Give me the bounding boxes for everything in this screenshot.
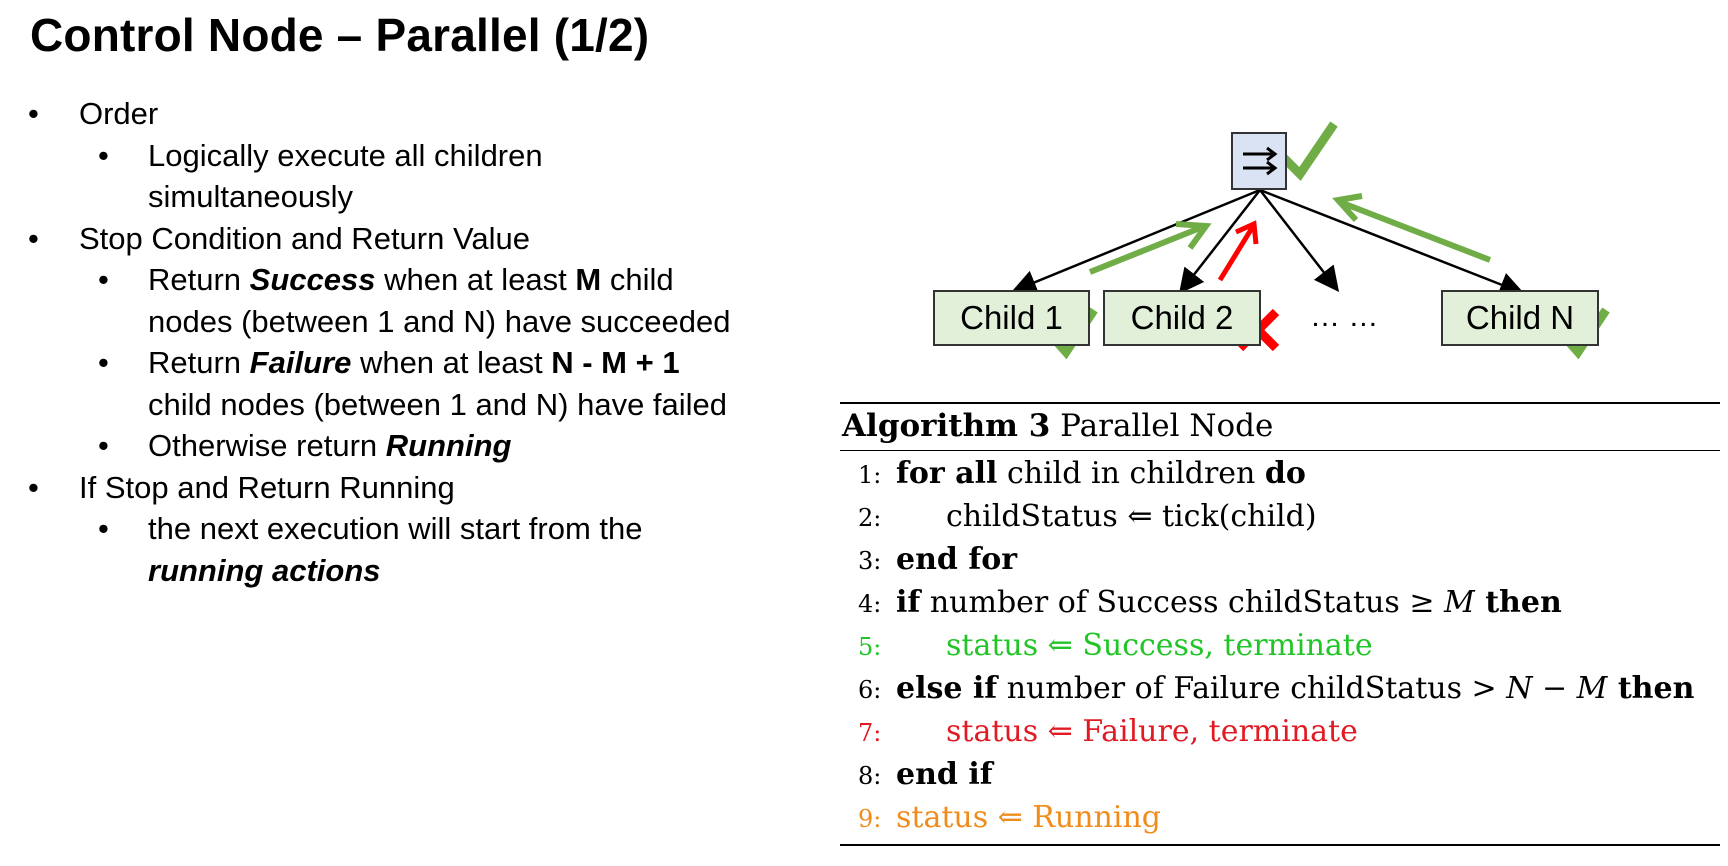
- algo-line-2: [858, 499, 1317, 534]
- math-symbol: N − M: [1506, 671, 1608, 706]
- algo-line-3: [858, 542, 1017, 577]
- bullet-running-actions: running actions: [148, 553, 381, 588]
- parallel-node: [1231, 132, 1287, 190]
- bullet-dot: •: [98, 262, 109, 297]
- bullet-order-sub1-cont: simultaneously: [148, 179, 354, 214]
- line-number: 5:: [858, 633, 882, 661]
- keyword: for all: [896, 456, 998, 491]
- algo-line-1: [858, 456, 1306, 491]
- text-fragment: Return: [148, 345, 250, 380]
- parallel-tree-diagram: [900, 110, 1620, 380]
- text-fragment: child: [601, 262, 674, 297]
- bullet-success: [148, 262, 674, 298]
- bullet-failure-cont: child nodes (between 1 and N) have failed: [148, 387, 728, 422]
- bullet-dot: •: [98, 345, 109, 380]
- bullet-dot: •: [28, 221, 39, 256]
- keyword: do: [1264, 456, 1306, 491]
- algo-line-6: [858, 671, 1694, 706]
- bullet-failure: [148, 345, 680, 381]
- child-ellipsis: … …: [1310, 300, 1379, 333]
- bullet-dot: •: [98, 428, 109, 463]
- algorithm-bottom-rule: [840, 844, 1720, 846]
- code-text: status ⇐ Running: [896, 800, 1161, 835]
- algorithm-heading: [842, 408, 1273, 444]
- algo-line-7: [858, 714, 1358, 749]
- bullet-dot: •: [98, 138, 109, 173]
- algo-line-5: [858, 628, 1373, 663]
- bullet-otherwise: [148, 428, 511, 464]
- code-text: number of Failure childStatus >: [997, 671, 1507, 706]
- bullet-dot: •: [28, 470, 39, 505]
- success-keyword: Success: [249, 262, 376, 297]
- keyword: then: [1607, 671, 1695, 706]
- line-number: 7:: [858, 719, 882, 747]
- text-fragment: Otherwise return: [148, 428, 386, 463]
- algorithm-name: Parallel Node: [1060, 408, 1274, 444]
- parallel-arrows-icon: [1233, 134, 1285, 188]
- line-number: 6:: [858, 676, 882, 704]
- bullet-ifstop: If Stop and Return Running: [79, 470, 455, 505]
- bullet-dot: •: [98, 511, 109, 546]
- keyword: end if: [896, 757, 993, 792]
- m-symbol: M: [575, 262, 602, 297]
- page-title: Control Node – Parallel (1/2): [30, 9, 650, 61]
- text-fragment: when at least: [375, 262, 576, 297]
- child-node-2: Child 2: [1103, 290, 1261, 346]
- bullet-order-sub1: Logically execute all children: [148, 138, 543, 173]
- keyword: if: [896, 585, 921, 620]
- algorithm-number: Algorithm 3: [842, 408, 1051, 444]
- line-number: 8:: [858, 762, 882, 790]
- running-keyword: Running: [385, 428, 512, 463]
- bullet-next-exec: the next execution will start from the: [148, 511, 643, 546]
- failure-keyword: Failure: [249, 345, 352, 380]
- success-return-arrow: [1090, 224, 1206, 272]
- bullet-order: Order: [79, 96, 159, 131]
- algo-line-4: [858, 585, 1562, 620]
- line-number: 3:: [858, 547, 882, 575]
- line-number: 1:: [858, 461, 882, 489]
- bullet-stop: Stop Condition and Return Value: [79, 221, 530, 256]
- bullet-success-cont: nodes (between 1 and N) have succeeded: [148, 304, 731, 339]
- text-fragment: Return: [148, 262, 250, 297]
- code-text: status ⇐ Failure, terminate: [946, 714, 1358, 749]
- algorithm-top-rule: [840, 402, 1720, 404]
- code-text: child in children: [997, 456, 1265, 491]
- line-number: 4:: [858, 590, 882, 618]
- code-text: number of Success childStatus ≥: [920, 585, 1445, 620]
- line-number: 9:: [858, 805, 882, 833]
- algorithm-mid-rule: [840, 450, 1720, 451]
- algo-line-8: [858, 757, 993, 792]
- keyword: else if: [896, 671, 998, 706]
- keyword: end for: [896, 542, 1018, 577]
- text-fragment: when at least: [351, 345, 552, 380]
- code-text: status ⇐ Success, terminate: [946, 628, 1373, 663]
- child-node-1: Child 1: [933, 290, 1090, 346]
- bullet-dot: •: [28, 96, 39, 131]
- parent-check-icon: [1284, 124, 1334, 174]
- line-number: 2:: [858, 504, 882, 532]
- child-node-n: Child N: [1441, 290, 1599, 346]
- keyword: then: [1474, 585, 1562, 620]
- algo-line-9: [858, 800, 1161, 835]
- math-symbol: M: [1444, 585, 1475, 620]
- code-text: childStatus ⇐ tick(child): [946, 499, 1317, 534]
- n-m-1-symbol: N - M + 1: [551, 345, 680, 380]
